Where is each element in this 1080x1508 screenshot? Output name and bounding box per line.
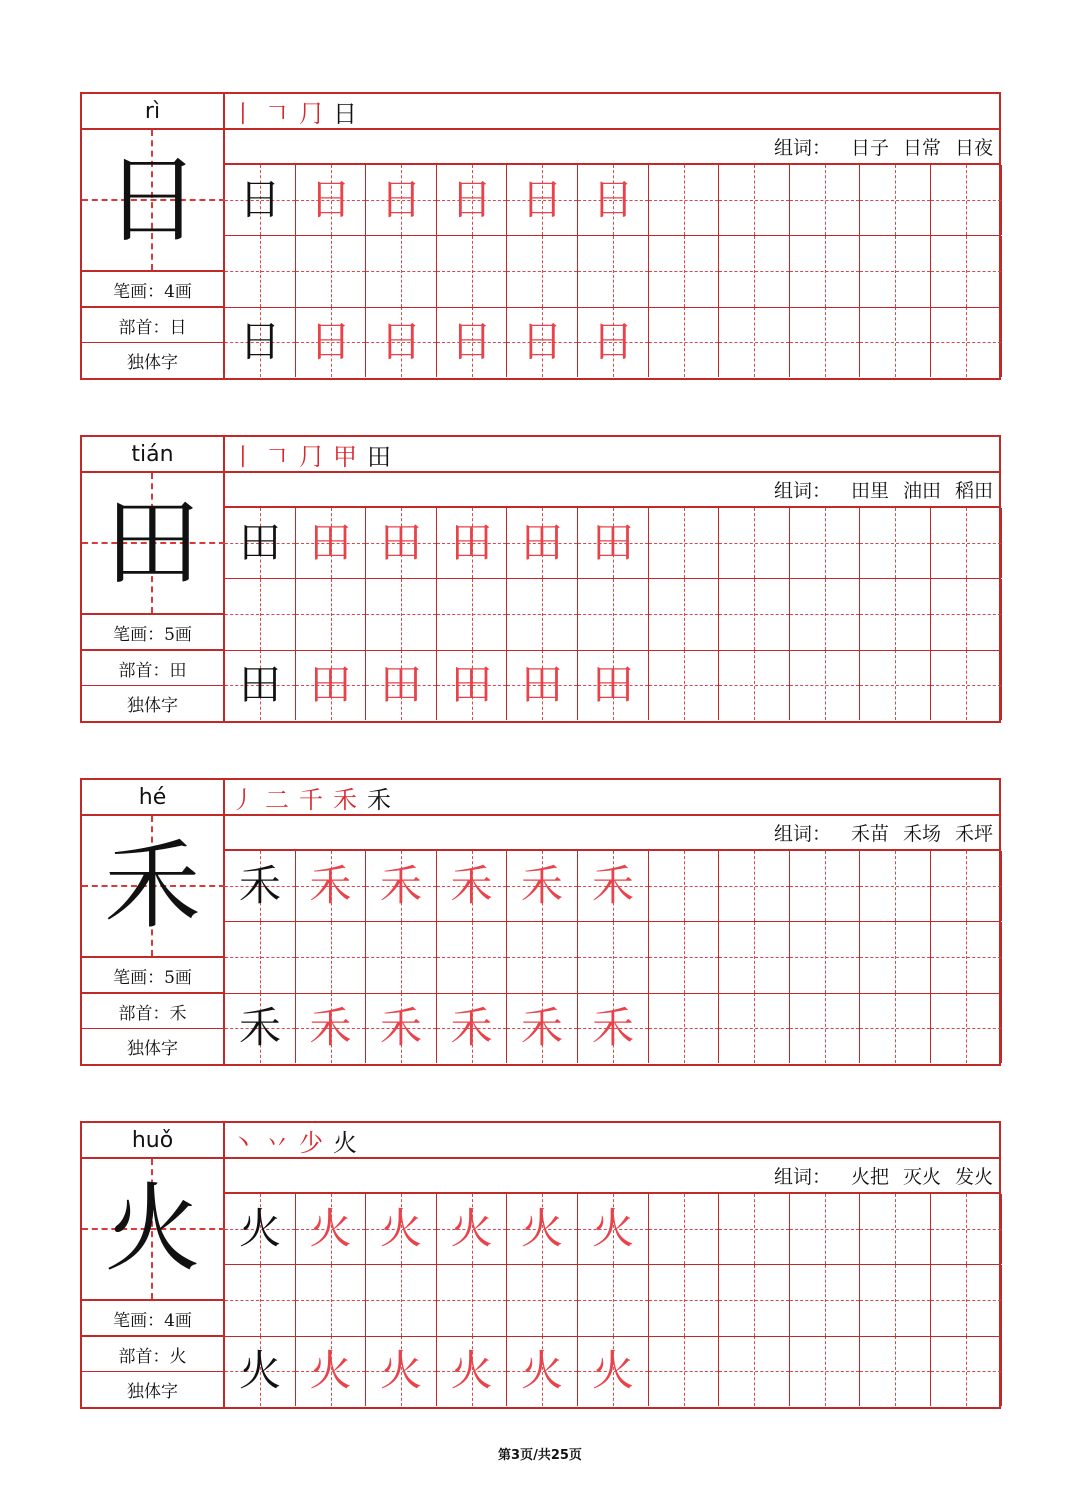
blank-practice-cell[interactable] — [225, 236, 296, 307]
example-word: 发火 — [954, 1166, 993, 1188]
model-character-cell — [82, 130, 223, 270]
stroke-step: 禾 — [367, 785, 391, 814]
practice-cell[interactable] — [790, 851, 860, 921]
practice-cell[interactable] — [860, 508, 931, 578]
blank-practice-cell[interactable] — [931, 1265, 1002, 1336]
stroke-count: 笔画：4画 — [82, 1299, 223, 1335]
practice-cell[interactable] — [225, 508, 296, 578]
practice-cell[interactable] — [507, 1336, 578, 1406]
practice-cell[interactable] — [366, 851, 437, 921]
blank-practice-cell[interactable] — [931, 922, 1002, 993]
trace-character: 火 — [450, 1346, 493, 1395]
blank-practice-cell[interactable] — [437, 922, 507, 993]
stroke-step: ⺆ — [299, 99, 323, 128]
trace-character: 火 — [309, 1346, 352, 1395]
practice-cell[interactable] — [649, 508, 719, 578]
trace-character: 禾 — [309, 861, 352, 910]
blank-practice-cell[interactable] — [507, 922, 578, 993]
radical: 部首：日 — [82, 306, 223, 342]
blank-practice-cell[interactable] — [225, 922, 296, 993]
blank-practice-cell[interactable] — [437, 236, 507, 307]
character-info-column — [82, 1123, 225, 1407]
practice-grid — [225, 165, 999, 378]
practice-cell[interactable] — [507, 508, 578, 578]
trace-character: 禾 — [450, 861, 493, 910]
practice-cell[interactable] — [860, 1194, 931, 1264]
blank-practice-cell[interactable] — [578, 1265, 649, 1336]
example-word: 田里 — [850, 480, 889, 502]
trace-character: 禾 — [591, 861, 634, 910]
blank-practice-cell[interactable] — [578, 579, 649, 650]
stroke-step: 𠃍 — [265, 99, 289, 128]
stroke-step: 丨 — [231, 442, 255, 471]
practice-cell[interactable] — [296, 1336, 366, 1406]
trace-character: 禾 — [309, 1003, 352, 1052]
trace-character: 火 — [520, 1346, 563, 1395]
practice-cell[interactable] — [225, 307, 296, 377]
practice-cell[interactable] — [437, 508, 507, 578]
pinyin: rì — [82, 94, 223, 130]
practice-cell[interactable] — [225, 1194, 296, 1264]
blank-practice-cell[interactable] — [860, 579, 931, 650]
practice-cell[interactable] — [507, 993, 578, 1063]
practice-cell[interactable] — [860, 851, 931, 921]
practice-cell[interactable] — [860, 165, 931, 235]
practice-cell[interactable] — [719, 165, 790, 235]
practice-cell[interactable] — [578, 993, 649, 1063]
practice-cell[interactable] — [790, 1194, 860, 1264]
practice-cell[interactable] — [719, 508, 790, 578]
blank-practice-cell[interactable] — [719, 236, 790, 307]
practice-cell[interactable] — [931, 165, 1002, 235]
practice-cell[interactable] — [437, 307, 507, 377]
practice-cell[interactable] — [578, 1194, 649, 1264]
practice-cell[interactable] — [366, 993, 437, 1063]
practice-cell[interactable] — [578, 851, 649, 921]
blank-practice-cell[interactable] — [790, 922, 860, 993]
example-word: 禾坪 — [954, 823, 993, 845]
practice-cell[interactable] — [366, 1194, 437, 1264]
trace-character: 田 — [591, 660, 634, 709]
stroke-step: 丷 — [265, 1128, 289, 1157]
practice-cell[interactable] — [296, 307, 366, 377]
stroke-order-row — [225, 780, 999, 816]
structure: 独体字 — [82, 1028, 223, 1063]
blank-practice-cell[interactable] — [437, 1265, 507, 1336]
practice-cell[interactable] — [578, 1336, 649, 1406]
practice-cell[interactable] — [931, 993, 1002, 1063]
trace-character: 火 — [379, 1204, 422, 1253]
practice-cell[interactable] — [225, 1336, 296, 1406]
trace-character: 日 — [591, 317, 634, 366]
trace-character: 日 — [450, 175, 493, 224]
practice-model-character: 禾 — [238, 1003, 281, 1052]
practice-cell[interactable] — [507, 1194, 578, 1264]
practice-cell[interactable] — [437, 1194, 507, 1264]
model-character: 火 — [104, 1173, 201, 1285]
practice-cell[interactable] — [296, 165, 366, 235]
blank-practice-cell[interactable] — [860, 922, 931, 993]
character-info-column — [82, 94, 225, 378]
trace-character: 日 — [591, 175, 634, 224]
practice-cell[interactable] — [719, 1194, 790, 1264]
words-label: 组词： — [773, 137, 831, 159]
trace-character: 火 — [591, 1346, 634, 1395]
trace-character: 日 — [379, 175, 422, 224]
words-label: 组词： — [773, 480, 831, 502]
practice-cell[interactable] — [296, 650, 366, 720]
practice-cell[interactable] — [790, 508, 860, 578]
stroke-step: 禾 — [333, 785, 357, 814]
blank-practice-cell[interactable] — [366, 922, 437, 993]
stroke-step: 火 — [333, 1128, 357, 1157]
stroke-step: 甲 — [333, 442, 357, 471]
stroke-step: 丿 — [231, 785, 255, 814]
practice-cell[interactable] — [366, 307, 437, 377]
trace-character: 火 — [520, 1204, 563, 1253]
trace-character: 禾 — [379, 861, 422, 910]
trace-character: 田 — [309, 660, 352, 709]
stroke-order-row — [225, 437, 999, 473]
model-character-cell — [82, 816, 223, 956]
stroke-count: 笔画：5画 — [82, 613, 223, 649]
practice-cell[interactable] — [719, 650, 790, 720]
practice-cell[interactable] — [790, 165, 860, 235]
trace-character: 田 — [450, 518, 493, 567]
model-character-cell — [82, 1159, 223, 1299]
blank-practice-cell[interactable] — [790, 579, 860, 650]
blank-practice-cell[interactable] — [649, 236, 719, 307]
structure: 独体字 — [82, 1371, 223, 1406]
practice-model-character: 田 — [238, 660, 281, 709]
word-examples-row — [225, 816, 999, 851]
practice-cell[interactable] — [437, 650, 507, 720]
stroke-step: 丶 — [231, 1128, 255, 1157]
practice-cell[interactable] — [860, 650, 931, 720]
practice-cell[interactable] — [649, 165, 719, 235]
character-info-column — [82, 437, 225, 721]
trace-character: 日 — [309, 317, 352, 366]
words-label: 组词： — [773, 1166, 831, 1188]
practice-cell[interactable] — [719, 1336, 790, 1406]
character-block — [80, 1121, 1001, 1409]
blank-practice-cell[interactable] — [507, 236, 578, 307]
blank-practice-cell[interactable] — [578, 236, 649, 307]
practice-cell[interactable] — [366, 1336, 437, 1406]
practice-cell[interactable] — [225, 650, 296, 720]
practice-cell[interactable] — [931, 650, 1002, 720]
words-label: 组词： — [773, 823, 831, 845]
practice-cell[interactable] — [578, 508, 649, 578]
example-word: 日常 — [902, 137, 941, 159]
practice-cell[interactable] — [931, 1336, 1002, 1406]
practice-model-character: 日 — [238, 175, 281, 224]
stroke-step: 千 — [299, 785, 323, 814]
practice-cell[interactable] — [649, 851, 719, 921]
practice-cell[interactable] — [931, 508, 1002, 578]
stroke-order-row — [225, 94, 999, 130]
practice-cell[interactable] — [790, 1336, 860, 1406]
blank-practice-cell[interactable] — [366, 236, 437, 307]
blank-practice-cell[interactable] — [366, 579, 437, 650]
word-examples-row — [225, 1159, 999, 1194]
practice-cell[interactable] — [860, 1336, 931, 1406]
character-info-column — [82, 780, 225, 1064]
stroke-count: 笔画：5画 — [82, 956, 223, 992]
trace-character: 田 — [591, 518, 634, 567]
practice-cell[interactable] — [578, 650, 649, 720]
practice-cell[interactable] — [649, 650, 719, 720]
stroke-count: 笔画：4画 — [82, 270, 223, 306]
stroke-step: 田 — [367, 442, 391, 471]
blank-practice-cell[interactable] — [225, 1265, 296, 1336]
trace-character: 禾 — [520, 1003, 563, 1052]
practice-grid — [225, 508, 999, 721]
practice-cell[interactable] — [931, 851, 1002, 921]
practice-model-character: 禾 — [238, 861, 281, 910]
model-character: 日 — [104, 144, 201, 256]
blank-practice-cell[interactable] — [649, 922, 719, 993]
trace-character: 禾 — [591, 1003, 634, 1052]
example-word: 火把 — [850, 1166, 889, 1188]
practice-model-character: 田 — [238, 518, 281, 567]
blank-practice-cell[interactable] — [719, 579, 790, 650]
trace-character: 火 — [591, 1204, 634, 1253]
practice-grid — [225, 851, 999, 1064]
practice-cell[interactable] — [860, 993, 931, 1063]
practice-cell[interactable] — [366, 508, 437, 578]
structure: 独体字 — [82, 685, 223, 720]
practice-cell[interactable] — [649, 1194, 719, 1264]
trace-character: 日 — [520, 175, 563, 224]
practice-cell[interactable] — [578, 307, 649, 377]
practice-cell[interactable] — [437, 1336, 507, 1406]
example-word: 日子 — [850, 137, 889, 159]
practice-cell[interactable] — [437, 851, 507, 921]
practice-model-character: 日 — [238, 317, 281, 366]
stroke-step: 少 — [299, 1128, 323, 1157]
practice-cell[interactable] — [366, 165, 437, 235]
example-word: 灭火 — [902, 1166, 941, 1188]
trace-character: 田 — [309, 518, 352, 567]
practice-cell[interactable] — [507, 307, 578, 377]
practice-cell[interactable] — [719, 993, 790, 1063]
practice-cell[interactable] — [931, 1194, 1002, 1264]
blank-practice-cell[interactable] — [437, 579, 507, 650]
practice-cell[interactable] — [366, 650, 437, 720]
practice-cell[interactable] — [719, 307, 790, 377]
blank-practice-cell[interactable] — [578, 922, 649, 993]
trace-character: 日 — [520, 317, 563, 366]
practice-cell[interactable] — [225, 165, 296, 235]
trace-character: 日 — [309, 175, 352, 224]
trace-character: 田 — [379, 518, 422, 567]
pinyin: hé — [82, 780, 223, 816]
practice-cell[interactable] — [719, 851, 790, 921]
blank-practice-cell[interactable] — [296, 1265, 366, 1336]
blank-practice-cell[interactable] — [860, 236, 931, 307]
trace-character: 田 — [379, 660, 422, 709]
example-word: 禾场 — [902, 823, 941, 845]
example-word: 日夜 — [954, 137, 993, 159]
word-examples-row — [225, 473, 999, 508]
practice-cell[interactable] — [296, 508, 366, 578]
practice-cell[interactable] — [578, 165, 649, 235]
stroke-step: ⺆ — [299, 442, 323, 471]
practice-cell[interactable] — [296, 851, 366, 921]
blank-practice-cell[interactable] — [296, 922, 366, 993]
page-number: 第3页/共25页 — [498, 1448, 582, 1463]
practice-cell[interactable] — [649, 307, 719, 377]
stroke-step: 日 — [333, 99, 357, 128]
practice-cell[interactable] — [507, 851, 578, 921]
blank-practice-cell[interactable] — [225, 579, 296, 650]
trace-character: 禾 — [450, 1003, 493, 1052]
practice-cell[interactable] — [437, 993, 507, 1063]
practice-cell[interactable] — [507, 650, 578, 720]
blank-practice-cell[interactable] — [719, 1265, 790, 1336]
trace-character: 田 — [520, 660, 563, 709]
blank-practice-cell[interactable] — [296, 579, 366, 650]
blank-practice-cell[interactable] — [649, 1265, 719, 1336]
trace-character: 日 — [379, 317, 422, 366]
word-examples-row — [225, 130, 999, 165]
pinyin: tián — [82, 437, 223, 473]
character-block — [80, 435, 1001, 723]
practice-cell[interactable] — [649, 993, 719, 1063]
trace-character: 田 — [450, 660, 493, 709]
blank-practice-cell[interactable] — [790, 1265, 860, 1336]
stroke-step: 二 — [265, 785, 289, 814]
blank-practice-cell[interactable] — [790, 236, 860, 307]
trace-character: 禾 — [379, 1003, 422, 1052]
stroke-step: 丨 — [231, 99, 255, 128]
practice-cell[interactable] — [507, 165, 578, 235]
stroke-step: 𠃍 — [265, 442, 289, 471]
practice-cell[interactable] — [649, 1336, 719, 1406]
pinyin: huǒ — [82, 1123, 223, 1159]
practice-cell[interactable] — [225, 993, 296, 1063]
character-block — [80, 92, 1001, 380]
stroke-order-row — [225, 1123, 999, 1159]
trace-character: 火 — [309, 1204, 352, 1253]
blank-practice-cell[interactable] — [296, 236, 366, 307]
trace-character: 田 — [520, 518, 563, 567]
radical: 部首：火 — [82, 1335, 223, 1371]
example-word: 禾苗 — [850, 823, 889, 845]
model-character: 禾 — [104, 830, 201, 942]
blank-practice-cell[interactable] — [931, 236, 1002, 307]
practice-model-character: 火 — [238, 1204, 281, 1253]
radical: 部首：田 — [82, 649, 223, 685]
trace-character: 日 — [450, 317, 493, 366]
practice-cell[interactable] — [931, 307, 1002, 377]
example-word: 稻田 — [954, 480, 993, 502]
practice-cell[interactable] — [790, 993, 860, 1063]
practice-cell[interactable] — [296, 993, 366, 1063]
structure: 独体字 — [82, 342, 223, 377]
practice-model-character: 火 — [238, 1346, 281, 1395]
blank-practice-cell[interactable] — [649, 579, 719, 650]
blank-practice-cell[interactable] — [931, 579, 1002, 650]
practice-cell[interactable] — [790, 650, 860, 720]
trace-character: 禾 — [520, 861, 563, 910]
practice-cell[interactable] — [790, 307, 860, 377]
character-block — [80, 778, 1001, 1066]
model-character-cell — [82, 473, 223, 613]
radical: 部首：禾 — [82, 992, 223, 1028]
blank-practice-cell[interactable] — [366, 1265, 437, 1336]
trace-character: 火 — [379, 1346, 422, 1395]
trace-character: 火 — [450, 1204, 493, 1253]
model-character: 田 — [104, 487, 201, 599]
example-word: 油田 — [902, 480, 941, 502]
practice-cell[interactable] — [225, 851, 296, 921]
blank-practice-cell[interactable] — [860, 1265, 931, 1336]
practice-cell[interactable] — [296, 1194, 366, 1264]
practice-cell[interactable] — [437, 165, 507, 235]
practice-grid — [225, 1194, 999, 1407]
blank-practice-cell[interactable] — [507, 579, 578, 650]
practice-cell[interactable] — [860, 307, 931, 377]
blank-practice-cell[interactable] — [719, 922, 790, 993]
blank-practice-cell[interactable] — [507, 1265, 578, 1336]
